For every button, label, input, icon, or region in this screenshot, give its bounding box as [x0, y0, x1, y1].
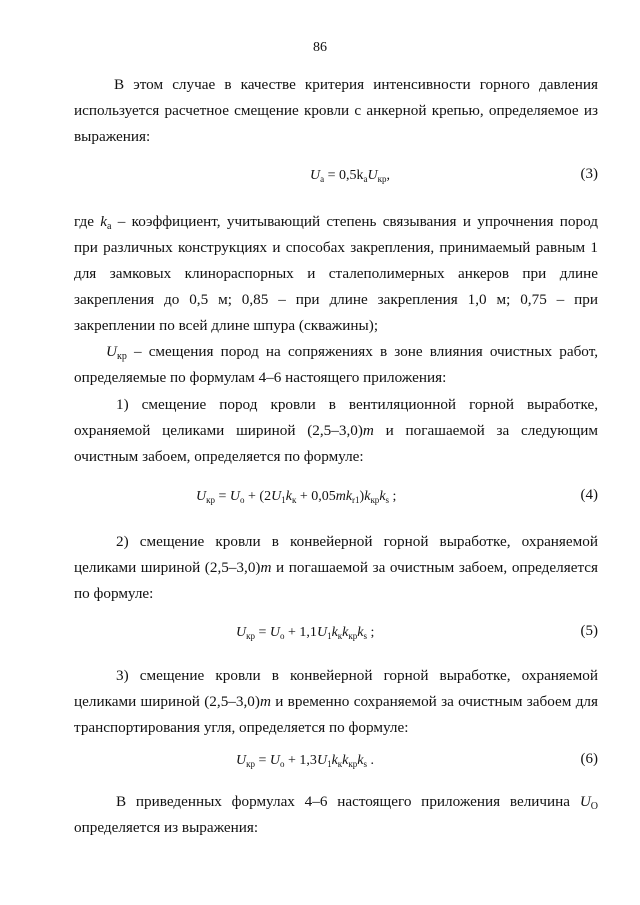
page-number: 86 [313, 40, 327, 55]
equation-number-5: (5) [580, 623, 598, 639]
paragraph-2-line-3: для замковых клинораспорных и сталеполимерных анкеров при длине [74, 265, 598, 282]
formula-3: $U_а = 0,5k_аU_{кр}$, [310, 168, 391, 184]
paragraph-1-line-3: выражения: [74, 128, 151, 145]
formula-4: $U_{кр} = U_о + (2U_1k_к + 0,05mk_{r1})k_{кр}k_s$ ; [196, 489, 397, 505]
paragraph-2-line-2: при различных конструкциях и способах закрепления, принимаемый равным 1 [74, 239, 598, 256]
formula-6: $U_{кр} = U_о + 1,3U_1k_кk_{кр}k_s$ . [236, 753, 374, 769]
paragraph-7-line-2: определяется из выражения: [74, 819, 259, 836]
paragraph-1-line-1: В этом случае в качестве критерия интенсивности горного давления [114, 76, 598, 93]
paragraph-2-line-4: закрепления до 0,5 м; 0,85 – при длине закрепления 1,0 м; 0,75 – при [74, 291, 598, 308]
paragraph-4-line-1: 1) смещение пород кровли в вентиляционной горной выработке, [116, 396, 598, 413]
equation-number-6: (6) [580, 751, 598, 767]
paragraph-4-line-3: очистным забоем, определяется по формуле: [74, 448, 364, 465]
paragraph-3-line-1: $U_{кр}$ – смещения пород на сопряжениях в зоне влияния очистных работ, [106, 343, 598, 362]
paragraph-6-line-1: 3) смещение кровли в конвейерной горной выработке, охраняемой [116, 667, 598, 684]
paragraph-5-line-1: 2) смещение кровли в конвейерной горной выработке, охраняемой [116, 533, 598, 550]
paragraph-5-line-2: целиками шириной (2,5–3,0)m и погашаемой за очистным забоем, определяется [74, 559, 598, 576]
paragraph-6-line-2: целиками шириной (2,5–3,0)m и временно сохраняемой за очистным забоем для [74, 693, 599, 710]
paragraph-3-line-2: определяемые по формулам 4–6 настоящего приложения: [74, 369, 447, 386]
equation-number-3: (3) [580, 166, 598, 182]
paragraph-4-line-2: охраняемой целиками шириной (2,5–3,0)m и погашаемой за следующим [74, 422, 599, 439]
paragraph-7-line-1: В приведенных формулах 4–6 настоящего приложения величина $U_О$ [116, 793, 599, 812]
equation-number-4: (4) [580, 487, 598, 503]
paragraph-2-line-5: закреплении по всей длине шпура (скважины); [74, 317, 379, 334]
paragraph-2-line-1: где $k_а$ – коэффициент, учитывающий степень связывания и упрочнения пород [74, 213, 598, 232]
paragraph-1-line-2: используется расчетное смещение кровли с анкерной крепью, определяемое из [74, 102, 598, 119]
paragraph-5-line-3: по формуле: [74, 585, 154, 602]
formula-5: $U_{кр} = U_о + 1,1U_1k_кk_{кр}k_s$ ; [236, 625, 375, 641]
paragraph-6-line-3: транспортирования угля, определяется по формуле: [74, 719, 409, 736]
